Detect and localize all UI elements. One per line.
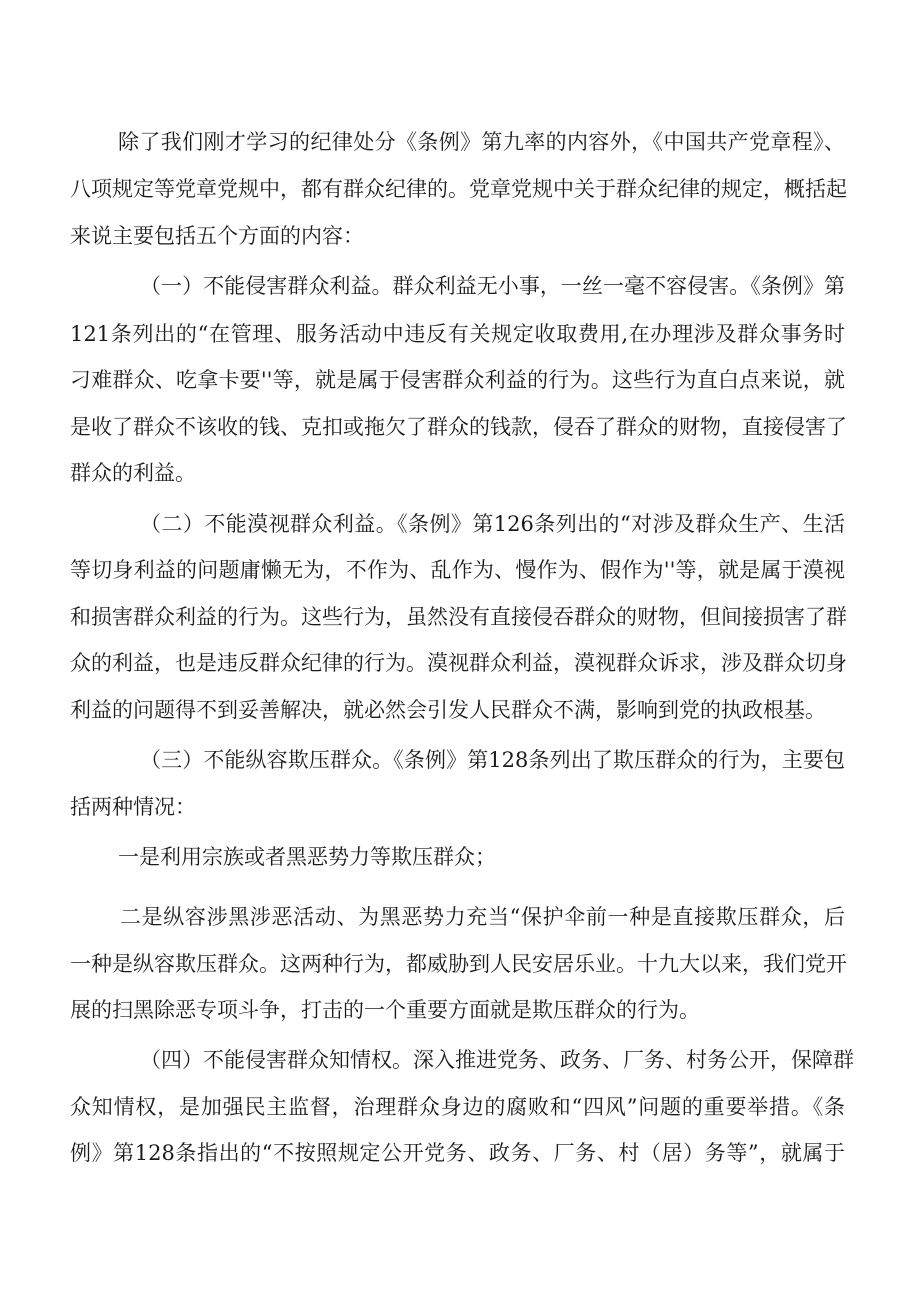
section-3-line-1: （三）不能纵容欺压群众。《条例》第128条列出了欺压群众的行为，主要包 bbox=[140, 748, 845, 772]
section-3-item-1: 一是利用宗族或者黑恶势力等欺压群众； bbox=[118, 845, 496, 869]
section-2-line-3: 和损害群众利益的行为。这些行为，虽然没有直接侵吞群众的财物，但间接损害了群 bbox=[70, 605, 847, 629]
section-1-line-5: 群众的利益。 bbox=[70, 461, 196, 485]
section-1-line-2: 121条列出的“在管理、服务活动中违反有关规定收取费用,在办理涉及群众事务时 bbox=[70, 322, 845, 346]
paragraph-intro-line-3: 来说主要包括五个方面的内容： bbox=[70, 224, 364, 248]
section-1-line-4: 是收了群众不该收的钱、克扣或拖欠了群众的钱款，侵吞了群众的财物，直接侵害了 bbox=[70, 415, 847, 439]
paragraph-intro-line-1: 除了我们刚才学习的纪律处分《条例》第九率的内容外，《中国共产党章程》、 bbox=[118, 130, 845, 154]
section-2-line-5: 利益的问题得不到妥善解决，就必然会引发人民群众不满，影响到党的执政根基。 bbox=[70, 698, 826, 722]
section-3-item-2-line-2: 一种是纵容欺压群众。这两种行为，都威胁到人民安居乐业。十九大以来，我们党开 bbox=[70, 952, 847, 976]
section-1-line-1: （一）不能侵害群众利益。群众利益无小事，一丝一毫不容侵害。《条例》第 bbox=[140, 274, 845, 298]
section-4-line-2: 众知情权，是加强民主监督，治理群众身边的腐败和“四风”问题的重要举措。《条 bbox=[70, 1095, 845, 1119]
section-2-line-4: 众的利益，也是违反群众纪律的行为。漠视群众利益，漠视群众诉求，涉及群众切身 bbox=[70, 651, 847, 675]
section-4-line-1: （四）不能侵害群众知情权。深入推进党务、政务、厂务、村务公开，保障群 bbox=[140, 1048, 854, 1072]
paragraph-intro-line-2: 八项规定等党章党规中，都有群众纪律的。党章党规中关于群众纪律的规定，概括起 bbox=[70, 177, 847, 201]
section-3-line-2: 括两种情况： bbox=[70, 795, 196, 819]
section-1-line-3: 刁难群众、吃拿卡要''等，就是属于侵害群众利益的行为。这些行为直白点来说，就 bbox=[70, 368, 845, 392]
section-3-item-2-line-3: 展的扫黑除恶专项斗争，打击的一个重要方面就是欺压群众的行为。 bbox=[70, 998, 700, 1022]
section-2-line-1: （二）不能漠视群众利益。《条例》第126条列出的“对涉及群众生产、生活 bbox=[140, 512, 845, 536]
section-2-line-2: 等切身利益的问题庸懒无为，不作为、乱作为、慢作为、假作为''等，就是属于漠视 bbox=[70, 558, 845, 582]
section-4-line-3: 例》第128条指出的“不按照规定公开党务、政务、厂务、村（居）务等”，就属于 bbox=[70, 1141, 845, 1165]
section-3-item-2-line-1: 二是纵容涉黑涉恶活动、为黑恶势力充当“保护伞前一种是直接欺压群众，后 bbox=[120, 905, 845, 929]
